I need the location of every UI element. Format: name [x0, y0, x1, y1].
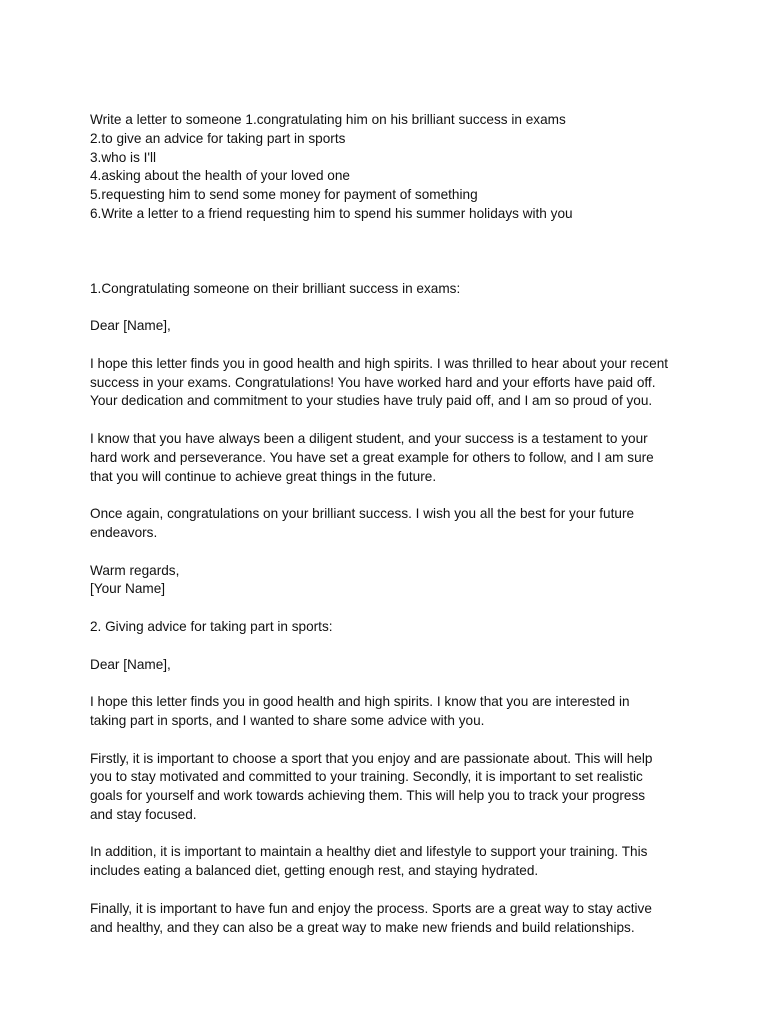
letter-paragraph — [90, 750, 690, 825]
paragraph-line: and stay focused. — [90, 806, 197, 822]
paragraph-line: you to stay motivated and committed to your training. Secondly, it is important to set realistic — [90, 769, 643, 785]
task-item: Write a letter to someone 1.congratulating him on his brilliant success in exams — [90, 112, 566, 127]
task-item: 5.requesting him to send some money for payment of something — [90, 187, 478, 203]
signature: [Your Name] — [90, 581, 166, 597]
letter-sports-advice — [90, 618, 690, 938]
task-item: 3.who is I'll — [90, 149, 157, 165]
paragraph-line: includes eating a balanced diet, getting enough rest, and staying hydrated. — [90, 863, 539, 879]
salutation: Dear [Name], — [90, 318, 171, 334]
letter-paragraph — [90, 843, 690, 881]
letter-heading: 1.Congratulating someone on their brilliant success in exams: — [90, 280, 461, 296]
document-page — [90, 111, 690, 937]
paragraph-line: Once again, congratulations on your brilliant success. I wish you all the best for your future — [90, 506, 635, 522]
letter-heading: 2. Giving advice for taking part in sports: — [90, 618, 333, 634]
paragraph-line: hard work and perseverance. You have set a great example for others to follow, and I am sure — [90, 449, 654, 465]
letter-paragraph — [90, 430, 690, 486]
paragraph-line: endeavors. — [90, 524, 158, 540]
letter-paragraph — [90, 900, 690, 938]
task-item: 2.to give an advice for taking part in sports — [90, 130, 346, 146]
paragraph-line: taking part in sports, and I wanted to share some advice with you. — [90, 712, 485, 728]
paragraph-line: I hope this letter finds you in good health and high spirits. I was thrilled to hear about your recent — [90, 355, 669, 371]
paragraph-line: goals for yourself and work towards achieving them. This will help you to track your progress — [90, 788, 646, 804]
paragraph-line: I know that you have always been a diligent student, and your success is a testament to your — [90, 430, 648, 446]
letter-congratulations — [90, 280, 690, 600]
paragraph-line: Firstly, it is important to choose a sport that you enjoy and are passionate about. This will help — [90, 750, 653, 766]
letter-paragraph — [90, 693, 690, 731]
paragraph-line: I hope this letter finds you in good health and high spirits. I know that you are interested in — [90, 694, 630, 710]
salutation: Dear [Name], — [90, 656, 171, 672]
letter-paragraph — [90, 355, 690, 411]
paragraph-line: Finally, it is important to have fun and enjoy the process. Sports are a great way to stay active — [90, 900, 652, 916]
paragraph-line: Your dedication and commitment to your studies have truly paid off, and I am so proud of you. — [90, 393, 653, 409]
task-list — [90, 111, 690, 224]
paragraph-line: success in your exams. Congratulations! You have worked hard and your efforts have paid off. — [90, 374, 656, 390]
paragraph-line: that you will continue to achieve great things in the future. — [90, 468, 437, 484]
closing: Warm regards, — [90, 562, 180, 578]
task-item: 4.asking about the health of your loved one — [90, 168, 350, 184]
paragraph-line: and healthy, and they can also be a great way to make new friends and build relationships. — [90, 919, 635, 935]
paragraph-line: In addition, it is important to maintain a healthy diet and lifestyle to support your training. This — [90, 844, 648, 860]
letter-paragraph — [90, 505, 690, 543]
task-item: 6.Write a letter to a friend requesting him to spend his summer holidays with you — [90, 205, 573, 221]
